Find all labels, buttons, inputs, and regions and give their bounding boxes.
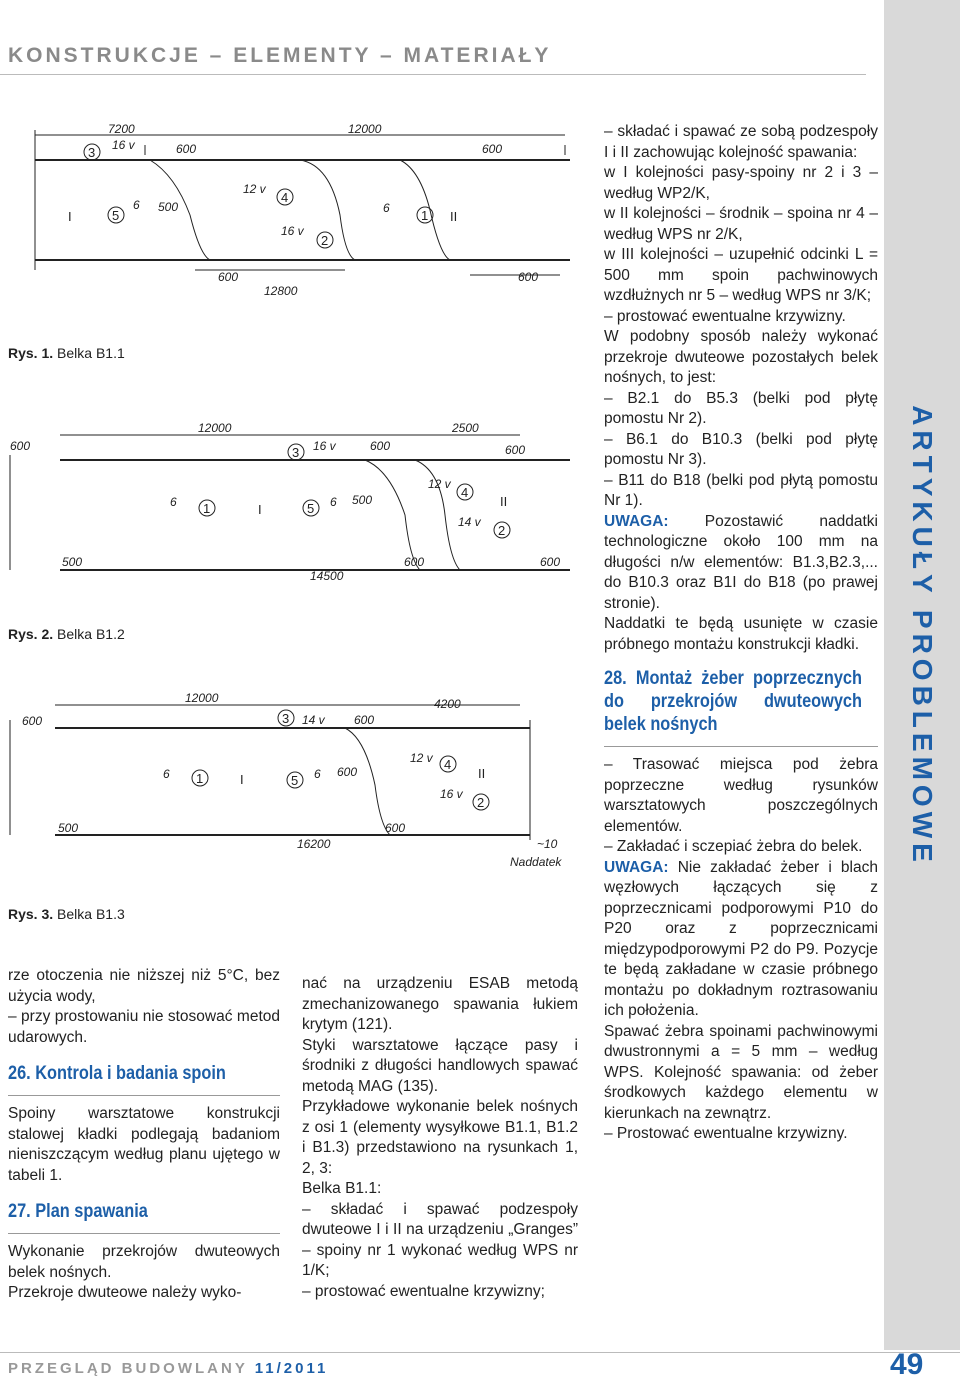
footer <box>8 1360 328 1377</box>
paragraph: Spoiny warsztatowe konstrukcji stalowej kładki podlegają badaniom nieniszczącym według planu ujętego w tabeli 1. <box>8 1105 280 1184</box>
svg-text:14500: 14500 <box>310 569 344 583</box>
running-header: KONSTRUKCJE – ELEMENTY – MATERIAŁY <box>8 44 552 67</box>
svg-text:14 v: 14 v <box>302 713 325 727</box>
paragraph: – B11 do B18 (belki pod płytą pomostu Nr 1). <box>604 471 878 509</box>
section-rule <box>8 1233 280 1234</box>
svg-text:500: 500 <box>62 555 83 569</box>
section-heading-27: 27. Plan spawania <box>8 1201 148 1222</box>
paragraph: w III kolejności – uzupełnić odcinki L = 500 mm spoin pachwinowych wzdłużnych nr 5 – według WPS nr 3/K; <box>604 246 878 304</box>
figure-1-title: Belka B1.1 <box>57 345 125 361</box>
svg-text:II: II <box>478 766 486 781</box>
svg-text:7200: 7200 <box>108 122 135 136</box>
svg-text:2: 2 <box>477 795 485 810</box>
svg-text:12 v: 12 v <box>243 182 266 196</box>
svg-text:6: 6 <box>383 201 390 215</box>
svg-text:600: 600 <box>337 765 358 779</box>
figure-2-number: Rys. 2. <box>8 626 54 642</box>
svg-text:1: 1 <box>421 208 429 223</box>
figure-2-drawing <box>0 420 580 600</box>
paragraph: – Trasować miejsca pod żebra poprzeczne według rysunków warsztatowych poszczególnych elementów. <box>604 756 878 835</box>
paragraph: – prostować ewentualne krzywizny; <box>302 1282 545 1300</box>
svg-text:500: 500 <box>158 200 179 214</box>
svg-text:600: 600 <box>505 443 526 457</box>
svg-text:600: 600 <box>354 713 375 727</box>
page-number: 49 <box>890 1348 924 1381</box>
section-heading-26: 26. Kontrola i badania spoin <box>8 1063 226 1084</box>
svg-text:II: II <box>500 494 508 509</box>
svg-text:5: 5 <box>307 501 315 516</box>
svg-text:I: I <box>240 772 244 787</box>
paragraph: Przekroje dwuteowe należy wyko- <box>8 1284 242 1301</box>
figure-3-caption <box>8 906 125 922</box>
svg-text:3: 3 <box>282 711 290 726</box>
svg-text:16200: 16200 <box>297 837 331 851</box>
svg-text:Naddatek: Naddatek <box>510 855 562 869</box>
svg-text:600: 600 <box>385 821 406 835</box>
figure-3-drawing <box>0 690 580 880</box>
svg-text:12000: 12000 <box>348 122 382 136</box>
section-rule <box>8 1095 280 1096</box>
header-rule <box>0 74 866 75</box>
paragraph: – prostować ewentualne krzywizny. <box>604 307 846 325</box>
paragraph: w II kolejności – środnik – spoina nr 4 – według WPS nr 2/K, <box>604 205 878 243</box>
paragraph: – Zakładać i sczepiać żebra do belek. <box>604 838 863 855</box>
figure-1-drawing <box>0 115 580 335</box>
svg-text:3: 3 <box>88 145 96 160</box>
svg-text:500: 500 <box>58 821 79 835</box>
footer-rule <box>0 1352 960 1353</box>
note-paragraph <box>604 512 878 615</box>
svg-text:600: 600 <box>22 714 43 728</box>
svg-text:~10: ~10 <box>537 837 558 851</box>
figure-2-caption <box>8 626 125 642</box>
svg-text:600: 600 <box>404 555 425 569</box>
svg-text:2: 2 <box>321 233 329 248</box>
svg-text:600: 600 <box>482 142 503 156</box>
paragraph: Naddatki te będą usunięte w czasie próbnego montażu konstrukcji kładki. <box>604 615 878 653</box>
paragraph: Przykładowe wykonanie belek nośnych z osi 1 (elementy wysyłkowe B1.1, B1.2 i B1.3) przedstawiono na rysunkach 1, 2, 3: <box>302 1098 578 1177</box>
svg-text:6: 6 <box>133 198 140 212</box>
figure-2-title: Belka B1.2 <box>57 626 125 642</box>
figure-3-number: Rys. 3. <box>8 906 54 922</box>
svg-text:5: 5 <box>112 208 120 223</box>
magazine-name: PRZEGLĄD BUDOWLANY <box>8 1360 248 1377</box>
svg-text:4: 4 <box>444 757 452 772</box>
svg-text:600: 600 <box>540 555 561 569</box>
text-column-2 <box>302 974 578 1302</box>
svg-text:12000: 12000 <box>198 421 232 435</box>
svg-text:4: 4 <box>461 485 469 500</box>
paragraph: – składać i spawać ze sobą podzespoły I i II zachowując kolejność spawania: <box>604 123 878 161</box>
paragraph: W podobny sposób należy wykonać przekroje dwuteowe pozostałych belek nośnych, to jest: <box>604 328 878 386</box>
svg-text:6: 6 <box>170 495 177 509</box>
paragraph: nać na urządzeniu ESAB metodą zmechanizowanego spawania łukiem krytym (121). <box>302 975 578 1033</box>
svg-text:6: 6 <box>314 767 321 781</box>
note-paragraph <box>604 858 878 1022</box>
svg-text:1: 1 <box>203 501 211 516</box>
svg-text:16 v: 16 v <box>281 224 304 238</box>
figure-1-number: Rys. 1. <box>8 345 54 361</box>
paragraph: – B6.1 do B10.3 (belki pod płytę pomostu Nr 3). <box>604 430 878 468</box>
section-rule <box>604 746 878 747</box>
section-heading-28: 28. Montaż żeber poprzecznych do przekrojów dwuteowych belek nośnych <box>604 668 862 735</box>
svg-text:14 v: 14 v <box>458 515 481 529</box>
paragraph: – składać i spawać podzespoły dwuteowe I i II na urządzeniu „Granges” – spoiny nr 1 wykonać według WPS nr 1/K; <box>302 1200 578 1279</box>
paragraph: – przy prostowaniu nie stosować metod udarowych. <box>8 1008 280 1046</box>
svg-text:2500: 2500 <box>452 421 479 435</box>
svg-text:600: 600 <box>218 270 239 284</box>
paragraph: Wykonanie przekrojów dwuteowych belek nośnych. <box>8 1243 280 1281</box>
svg-text:3: 3 <box>292 445 300 460</box>
svg-text:4200: 4200 <box>434 697 461 711</box>
svg-text:600: 600 <box>518 270 539 284</box>
svg-text:12000: 12000 <box>185 691 219 705</box>
note-text: Nie zakładać żeber i blach węzłowych łączących się z poprzecznicami podporowymi P10 do P20 oraz z poprzecznicami międzypodporowymi P2 do P9. Pozycje te będą zakładane w czasie próbnego montażu po dokładnym roztrasowaniu ich położenia. <box>604 858 878 1019</box>
svg-text:12 v: 12 v <box>428 477 451 491</box>
svg-text:6: 6 <box>330 495 337 509</box>
figure-3-title: Belka B1.3 <box>57 906 125 922</box>
svg-text:5: 5 <box>291 773 299 788</box>
svg-text:1: 1 <box>196 771 204 786</box>
svg-text:600: 600 <box>10 439 31 453</box>
paragraph: Spawać żebra spoinami pachwinowymi dwustronnymi a = 5 mm – według WPS. Kolejność spawania: od żeber środkowych każdego elementu w kierunkach na zewnątrz. <box>604 1022 878 1122</box>
paragraph: Styki warsztatowe łączące pasy i środniki z długości handlowych spawać metodą MAG (135). <box>302 1036 578 1095</box>
text-column-1 <box>8 966 280 1304</box>
svg-text:I: I <box>68 209 72 224</box>
svg-text:600: 600 <box>176 142 197 156</box>
svg-text:I: I <box>258 502 262 517</box>
paragraph: – B2.1 do B5.3 (belki pod płytę pomostu Nr 2). <box>604 389 878 427</box>
svg-text:16 v: 16 v <box>440 787 463 801</box>
text-column-3 <box>604 122 878 1145</box>
svg-text:600: 600 <box>370 439 391 453</box>
note-label: UWAGA: <box>604 512 669 530</box>
figure-1-caption <box>8 345 125 361</box>
svg-text:500: 500 <box>352 493 373 507</box>
svg-text:16 v: 16 v <box>112 138 135 152</box>
side-tab-label: ARTYKUŁY PROBLEMOWE <box>907 405 938 867</box>
svg-text:II: II <box>450 209 458 224</box>
paragraph: Belka B1.1: <box>302 1180 382 1197</box>
svg-text:2: 2 <box>498 523 506 538</box>
paragraph: – Prostować ewentualne krzywizny. <box>604 1125 848 1142</box>
svg-text:4: 4 <box>281 190 289 205</box>
svg-text:12800: 12800 <box>264 284 298 298</box>
note-label: UWAGA: <box>604 858 669 876</box>
issue-number: 11/2011 <box>254 1360 329 1377</box>
svg-text:16 v: 16 v <box>313 439 336 453</box>
paragraph: rze otoczenia nie niższej niż 5°C, bez użycia wody, <box>8 967 280 1005</box>
svg-text:12 v: 12 v <box>410 751 433 765</box>
paragraph: w I kolejności pasy-spoiny nr 2 i 3 – według WP2/K, <box>604 164 878 202</box>
note-text: Pozostawić naddatki technologiczne około 100 mm na długości n/w elementów: B1.3,B2.3,... do B10.3 oraz B1I do B18 (po prawej stronie). <box>604 512 878 612</box>
svg-text:6: 6 <box>163 767 170 781</box>
